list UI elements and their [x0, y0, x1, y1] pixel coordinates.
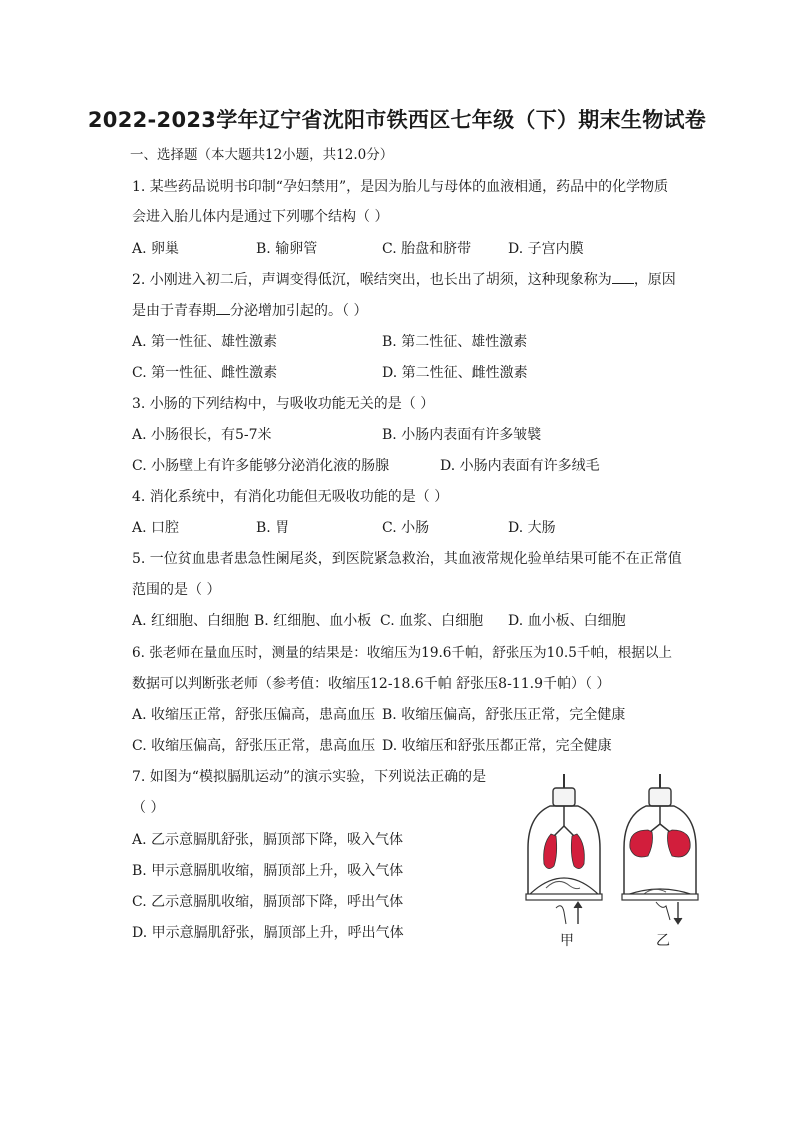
- q2-option-a: A. 第一性征、雄性激素: [132, 334, 278, 350]
- q3-line-1: 3. 小肠的下列结构中，与吸收功能无关的是（ ）: [132, 396, 435, 412]
- q2-line-2: [132, 302, 367, 320]
- q4-line-1: 4. 消化系统中，有消化功能但无吸收功能的是（ ）: [132, 489, 449, 505]
- q7-line-1: 7. 如图为“模拟膈肌运动”的演示实验，下列说法正确的是: [132, 769, 487, 785]
- q6-option-b: B. 收缩压偏高，舒张压正常，完全健康: [382, 707, 626, 723]
- q5-option-c: C. 血浆、白细胞: [380, 613, 484, 629]
- q1-option-a: A. 卵巢: [132, 241, 180, 257]
- q3-option-b: B. 小肠内表面有许多皱襞: [382, 427, 542, 443]
- q7-line-2: （ ）: [132, 800, 165, 816]
- q4-option-b: B. 胃: [256, 520, 290, 536]
- label-jia: 甲: [560, 933, 574, 949]
- q3-option-d: D. 小肠内表面有许多绒毛: [440, 458, 600, 474]
- q2-line-1-text: 2. 小刚进入初二后，声调变得低沉，喉结突出，也长出了胡须，这种现象称为: [132, 272, 612, 288]
- q2-line-2-text: 是由于青春期: [132, 303, 216, 319]
- answer-blank: [216, 302, 230, 315]
- right-lung-balloon: [668, 830, 691, 857]
- q2-option-b: B. 第二性征、雄性激素: [382, 334, 528, 350]
- right-lung-balloon: [571, 834, 584, 869]
- q2-option-c: C. 第一性征、雌性激素: [132, 365, 278, 381]
- q6-option-a: A. 收缩压正常，舒张压偏高，患高血压: [132, 707, 376, 723]
- q6-line-1: 6. 张老师在量血压时，测量的结果是：收缩压为19.6千帕，舒张压为10.5千帕，根据以上: [132, 645, 673, 661]
- q1-line-2: 会进入胎儿体内是通过下列哪个结构（ ）: [132, 209, 389, 225]
- q7-option-d: D. 甲示意膈肌舒张，膈顶部上升，呼出气体: [132, 925, 404, 941]
- q5-option-a: A. 红细胞、白细胞: [132, 613, 250, 629]
- left-lung-balloon: [630, 830, 653, 857]
- q1-option-d: D. 子宫内膜: [508, 241, 584, 257]
- q4-option-a: A. 口腔: [132, 520, 180, 536]
- q5-option-b: B. 红细胞、血小板: [254, 613, 372, 629]
- jar-jia: [526, 774, 602, 924]
- q1-option-c: C. 胎盘和脐带: [382, 241, 472, 257]
- q2-option-d: D. 第二性征、雌性激素: [382, 365, 528, 381]
- q1-option-b: B. 输卵管: [256, 241, 318, 257]
- q6-line-2: 数据可以判断张老师（参考值：收缩压12-18.6千帕 舒张压8-11.9千帕）（ ）: [132, 676, 611, 692]
- q5-line-2: 范围的是（ ）: [132, 582, 221, 598]
- q7-option-c: C. 乙示意膈肌收缩，膈顶部下降，呼出气体: [132, 894, 404, 910]
- q3-option-c: C. 小肠壁上有许多能够分泌消化液的肠腺: [132, 458, 390, 474]
- q2-line-1: [132, 271, 676, 289]
- q5-option-d: D. 血小板、白细胞: [508, 613, 626, 629]
- answer-blank: [612, 271, 634, 284]
- q7-option-b: B. 甲示意膈肌收缩，膈顶部上升，吸入气体: [132, 863, 404, 879]
- q4-option-d: D. 大肠: [508, 520, 556, 536]
- q5-line-1: 5. 一位贫血患者患急性阑尾炎，到医院紧急救治，其血液常规化验单结果可能不在正常值: [132, 551, 682, 567]
- q6-option-d: D. 收缩压和舒张压都正常，完全健康: [382, 738, 612, 754]
- jar-yi: [622, 774, 698, 924]
- q2-line-2-tail: 分泌增加引起的。（ ）: [230, 303, 368, 319]
- diaphragm-model-drawing: [520, 768, 710, 928]
- diaphragm-model-figure: [520, 768, 710, 958]
- page-title: 2022-2023学年辽宁省沈阳市铁西区七年级（下）期末生物试卷: [87, 108, 707, 132]
- q2-line-1-tail: ，原因: [633, 272, 676, 288]
- section-heading: 一、选择题（本大题共12小题，共12.0分）: [130, 147, 394, 163]
- q1-line-1: 1. 某些药品说明书印制“孕妇禁用”，是因为胎儿与母体的血液相通，药品中的化学物质: [132, 179, 669, 195]
- q4-option-c: C. 小肠: [382, 520, 430, 536]
- q3-option-a: A. 小肠很长，有5-7米: [132, 427, 272, 443]
- q7-option-a: A. 乙示意膈肌舒张，膈顶部下降，吸入气体: [132, 832, 404, 848]
- q6-option-c: C. 收缩压偏高，舒张压正常，患高血压: [132, 738, 376, 754]
- label-yi: 乙: [656, 933, 670, 949]
- left-lung-balloon: [544, 834, 557, 869]
